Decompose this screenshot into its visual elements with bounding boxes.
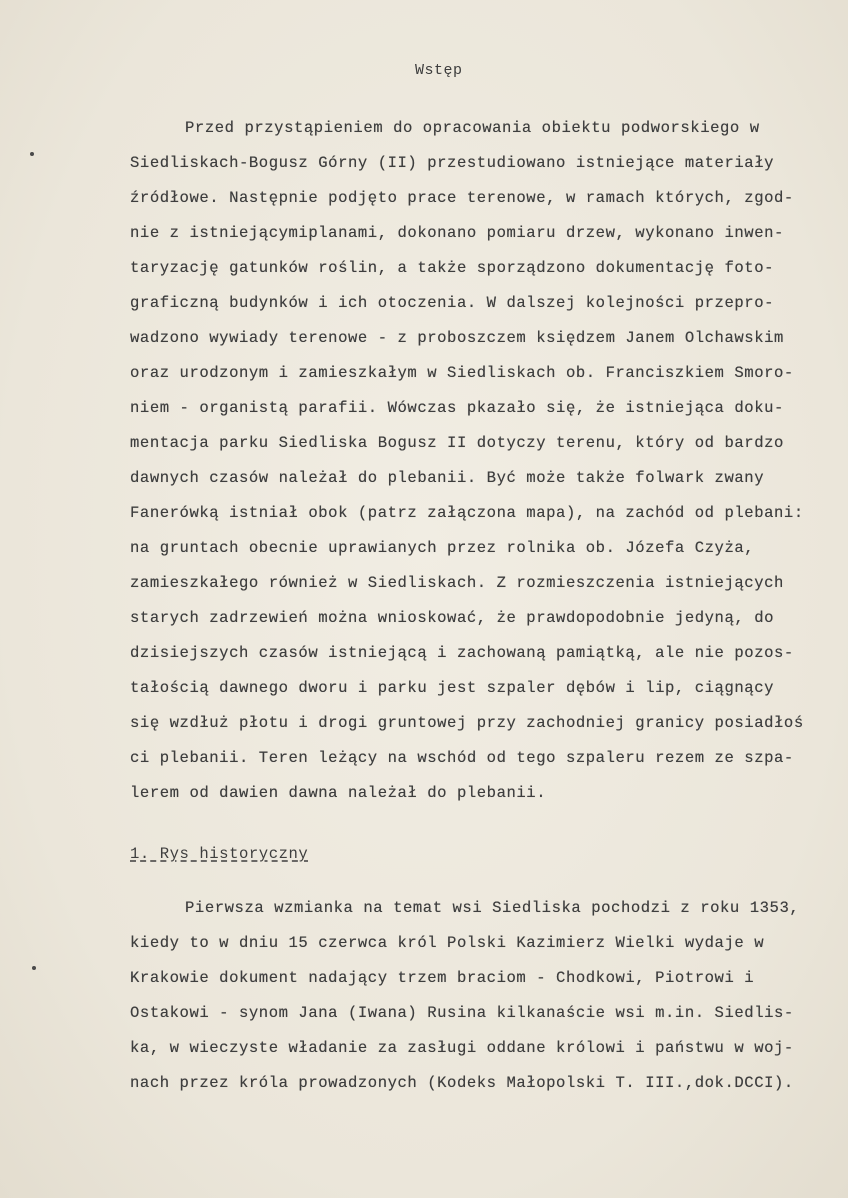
text-line: zamieszkałego również w Siedliskach. Z rozmieszczenia istniejących [130,574,784,592]
text-line: Pierwsza wzmianka na temat wsi Siedliska pochodzi z roku 1353, [185,899,800,917]
text-line: na gruntach obecnie uprawianych przez rolnika ob. Józefa Czyża, [130,539,755,557]
text-line: Fanerówką istniał obok (patrz załączona mapa), na zachód od plebani: [130,504,804,522]
text-line: Ostakowi - synom Jana (Iwana) Rusina kilkanaście wsi m.in. Siedlis- [130,1004,794,1022]
text-line: dawnych czasów należał do plebanii. Być może także folwark zwany [130,469,765,487]
text-line: nie z istniejącymiplanami, dokonano pomiaru drzew, wykonano inwen- [130,224,784,242]
text-line: Przed przystąpieniem do opracowania obiektu podworskiego w [185,119,760,137]
text-line: nach przez króla prowadzonych (Kodeks Małopolski T. III.,dok.DCCI). [130,1074,794,1092]
text-line: się wzdłuż płotu i drogi gruntowej przy zachodniej granicy posiadłoś [130,714,804,732]
text-line: graficzną budynków i ich otoczenia. W dalszej kolejności przepro- [130,294,775,312]
text-line: kiedy to w dniu 15 czerwca król Polski Kazimierz Wielki wydaje w [130,934,765,952]
text-line: tałością dawnego dworu i parku jest szpaler dębów i lip, ciągnący [130,679,775,697]
text-line: dzisiejszych czasów istniejącą i zachowaną pamiątką, ale nie pozos- [130,644,794,662]
text-line: Siedliskach-Bogusz Górny (II) przestudiowano istniejące materiały [130,154,775,172]
section-title: 1. Rys historyczny [130,845,309,863]
page-heading: Wstęp [415,62,463,79]
text-line: wadzono wywiady terenowe - z proboszczem księdzem Janem Olchawskim [130,329,784,347]
text-line: niem - organistą parafii. Wówczas pkazało się, że istniejąca doku- [130,399,784,417]
punch-mark [30,152,34,156]
text-line: lerem od dawien dawna należał do plebanii. [130,784,547,802]
punch-mark [32,966,36,970]
text-line: taryzację gatunków roślin, a także sporządzono dokumentację foto- [130,259,775,277]
text-line: starych zadrzewień można wnioskować, że prawdopodobnie jedyną, do [130,609,775,627]
text-line: ci plebanii. Teren leżący na wschód od tego szpaleru rezem ze szpa- [130,749,794,767]
text-line: ka, w wieczyste władanie za zasługi oddane królowi i państwu w woj- [130,1039,794,1057]
text-line: oraz urodzonym i zamieszkałym w Siedliskach ob. Franciszkiem Smoro- [130,364,794,382]
text-line: źródłowe. Następnie podjęto prace terenowe, w ramach których, zgod- [130,189,794,207]
text-line: Krakowie dokument nadający trzem braciom - Chodkowi, Piotrowi i [130,969,755,987]
text-line: mentacja parku Siedliska Bogusz II dotyczy terenu, który od bardzo [130,434,784,452]
